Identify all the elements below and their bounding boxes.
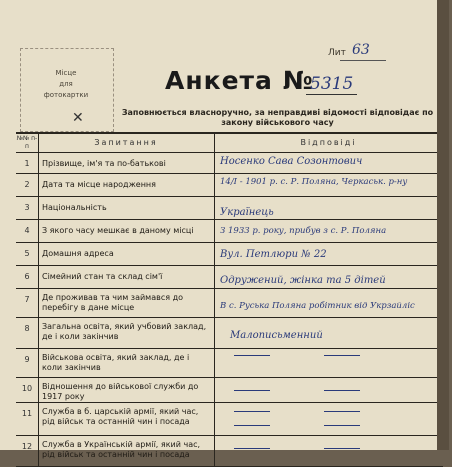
column-divider <box>214 403 215 435</box>
answer-dash <box>324 425 360 426</box>
answer-dash <box>234 425 270 426</box>
column-divider <box>38 436 39 466</box>
photo-label-line2: для <box>59 80 73 88</box>
row-answer <box>220 378 442 381</box>
photo-label-line3: фотокартки <box>43 91 89 99</box>
table-row <box>16 403 443 436</box>
row-question: Де проживав та чим займався до перебігу в дане місце <box>42 293 183 312</box>
table-row <box>16 289 443 318</box>
column-divider <box>214 349 215 377</box>
answer-dash <box>234 448 270 449</box>
column-divider <box>38 243 39 265</box>
document-number: 5315 <box>306 74 357 95</box>
column-divider <box>38 378 39 402</box>
row-number: 6 <box>24 272 30 281</box>
binding-spine <box>437 0 449 450</box>
row-answer: 14/I - 1901 р. с. Р. Поляна, Черкаськ. р-ну <box>220 177 408 187</box>
table-row <box>16 349 443 378</box>
column-divider <box>214 378 215 402</box>
row-question: Служба в Українській армії, який час, рід військ та останній чин і посада <box>42 440 201 459</box>
table-row <box>16 220 443 243</box>
column-divider <box>214 220 215 242</box>
header-question: Запитання <box>94 138 158 147</box>
row-number: 9 <box>24 355 30 364</box>
row-question: З якого часу мешкає в даному місці <box>42 226 194 235</box>
row-number: 8 <box>24 324 30 333</box>
row-question: Відношення до військової служби до 1917 року <box>42 382 199 401</box>
list-label: Лит <box>328 48 346 58</box>
row-question: Військова освіта, який заклад, де і коли закінчив <box>42 353 190 372</box>
row-number: 11 <box>21 409 33 418</box>
row-answer <box>220 436 442 439</box>
row-answer: Українець <box>220 207 274 218</box>
questionnaire-table <box>16 132 443 467</box>
header-answer: Відповіді <box>300 138 357 147</box>
column-divider <box>38 318 39 348</box>
row-number: 4 <box>24 226 30 235</box>
column-divider <box>38 266 39 288</box>
column-divider <box>214 197 215 219</box>
table-row <box>16 266 443 289</box>
table-row <box>16 243 443 266</box>
column-divider <box>214 134 215 152</box>
row-number: 5 <box>24 249 30 258</box>
row-question: Сімейний стан та склад сім'ї <box>42 272 163 281</box>
column-divider <box>38 349 39 377</box>
row-answer: Одружений, жінка та 5 дітей <box>220 275 386 286</box>
row-number: 10 <box>21 384 33 393</box>
row-number: 1 <box>24 159 30 168</box>
column-divider <box>214 243 215 265</box>
column-divider <box>38 220 39 242</box>
row-question: Служба в б. царській армії, який час, рід військ та останній чин і посада <box>42 407 199 426</box>
row-answer <box>220 403 442 406</box>
document-title: Анкета № <box>165 66 314 95</box>
answer-dash <box>324 390 360 391</box>
answer-dash <box>234 411 270 412</box>
row-number: 2 <box>24 180 30 189</box>
row-question: Прізвище, ім'я та по-батькові <box>42 159 166 168</box>
table-row <box>16 378 443 403</box>
column-divider <box>214 266 215 288</box>
row-question: Національність <box>42 203 107 212</box>
list-number: 63 <box>352 42 370 58</box>
table-row <box>16 153 443 174</box>
photo-cross-mark: ✕ <box>72 110 84 126</box>
column-divider <box>214 174 215 196</box>
row-question: Дата та місце народження <box>42 180 156 189</box>
column-divider <box>214 436 215 466</box>
row-answer <box>220 349 442 352</box>
column-divider <box>38 197 39 219</box>
photo-placeholder-label <box>34 68 98 101</box>
column-divider <box>214 153 215 173</box>
table-row <box>16 436 443 467</box>
answer-dash <box>324 411 360 412</box>
table-row <box>16 318 443 349</box>
row-answer: В с. Руська Поляна робітник від Укрзайліс <box>220 301 415 311</box>
row-question: Домашня адреса <box>42 249 114 258</box>
column-divider <box>214 289 215 317</box>
document-subtitle: Заповнюється власноручно, за неправдиві відомості відповідає по закону військового часу <box>121 108 434 127</box>
answer-dash <box>324 448 360 449</box>
photo-label-line1: Місце <box>55 69 77 77</box>
row-answer: Малописьменний <box>230 330 323 341</box>
table-header <box>16 134 443 153</box>
row-answer: Вул. Петлюри № 22 <box>220 249 327 260</box>
header-number: №№ п-п <box>16 135 38 150</box>
answer-dash <box>234 355 270 356</box>
row-question: Загальна освіта, який учбовий заклад, де і коли закінчив <box>42 322 207 341</box>
list-number-underline <box>340 60 386 61</box>
row-answer: З 1933 р. року, прибув з с. Р. Поляна <box>220 226 387 236</box>
row-number: 12 <box>21 442 33 451</box>
row-answer: Носенко Сава Созонтович <box>220 156 363 167</box>
column-divider <box>38 174 39 196</box>
column-divider <box>38 403 39 435</box>
row-number: 3 <box>24 203 30 212</box>
row-number: 7 <box>24 295 30 304</box>
column-divider <box>38 289 39 317</box>
column-divider <box>38 134 39 152</box>
column-divider <box>214 318 215 348</box>
answer-dash <box>234 390 270 391</box>
table-row <box>16 174 443 197</box>
column-divider <box>38 153 39 173</box>
answer-dash <box>324 355 360 356</box>
table-row <box>16 197 443 220</box>
